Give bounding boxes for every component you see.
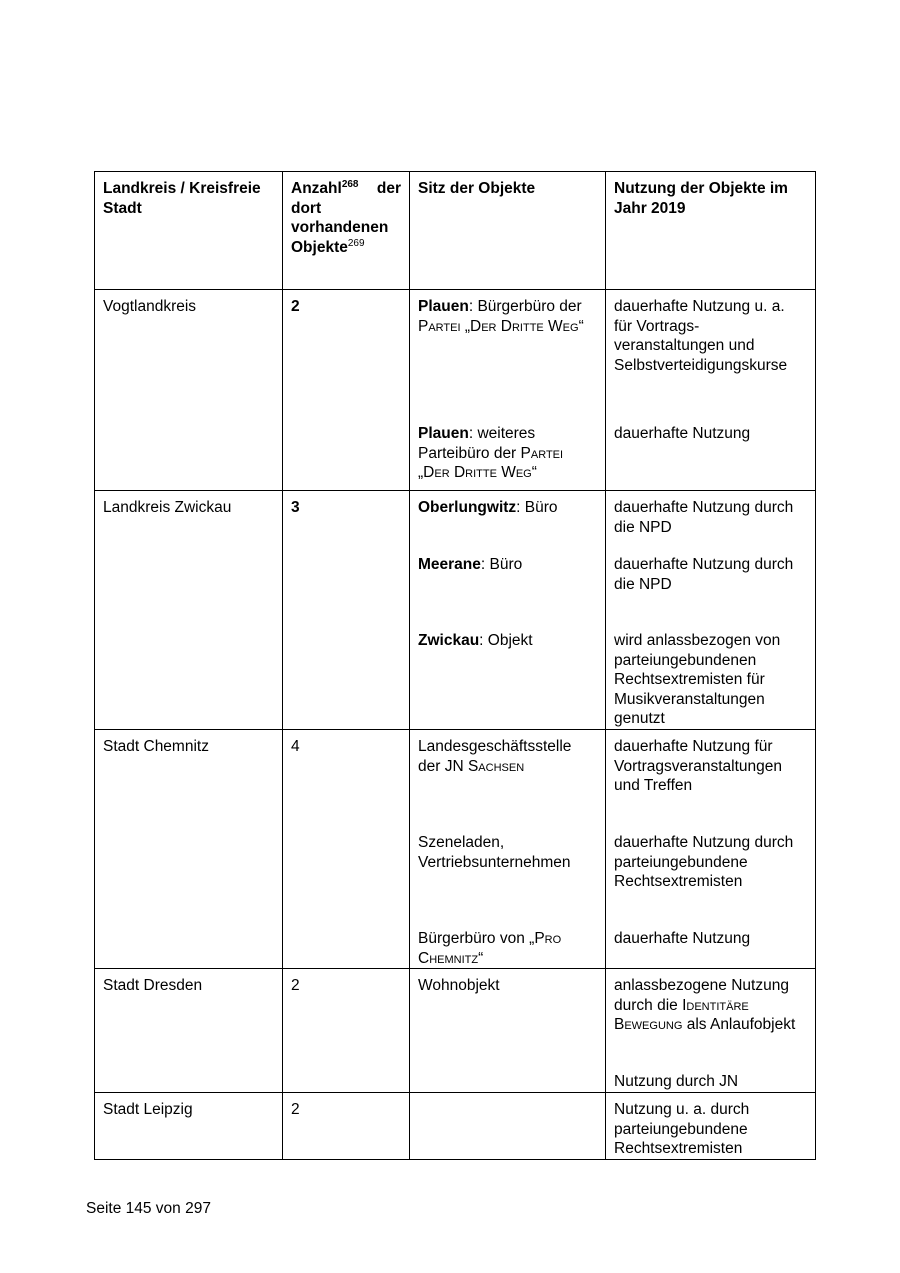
cell-landkreis: Vogtlandkreis (95, 290, 283, 491)
cell-anzahl: 2 (283, 969, 410, 1093)
page-number: Seite 145 von 297 (86, 1200, 211, 1217)
cell-landkreis: Stadt Dresden (95, 969, 283, 1093)
table-row-vogtlandkreis (95, 290, 816, 491)
cell-anzahl: 2 (283, 1093, 410, 1160)
cell-sitz: Wohnobjekt (410, 969, 606, 1093)
cell-sitz: Landesgeschäftsstelle der JN Sachsen Szeneladen, Vertriebsunternehmen Bürgerbüro von „Pro Chemnitz“ (410, 730, 606, 969)
cell-nutzung: dauerhafte Nutzung u. a. für Vortrags-veranstaltungen und Selbstverteidigungskurse dauerhafte Nutzung (606, 290, 816, 491)
header-nutzung: Nutzung der Objekte im Jahr 2019 (606, 172, 816, 290)
cell-landkreis: Stadt Leipzig (95, 1093, 283, 1160)
cell-nutzung: Nutzung u. a. durch parteiungebundene Rechtsextremisten (606, 1093, 816, 1160)
table-row-dresden (95, 969, 816, 1093)
cell-anzahl: 4 (283, 730, 410, 969)
table-row-chemnitz (95, 730, 816, 969)
footnote-269: 269 (347, 237, 365, 249)
header-landkreis: Landkreis / Kreisfreie Stadt (95, 172, 283, 290)
footnote-268: 268 (341, 178, 359, 190)
cell-nutzung: dauerhafte Nutzung durch die NPD dauerhafte Nutzung durch die NPD wird anlassbezogen von parteiungebundenen Rechtsextremisten für Musikveranstaltungen genutzt (606, 491, 816, 730)
cell-sitz (410, 1093, 606, 1160)
cell-sitz: Plauen: Bürgerbüro der Partei „Der Dritte Weg“ Plauen: weiteres Parteibüro der Partei „Der Dritte Weg“ (410, 290, 606, 491)
cell-sitz: Oberlungwitz: Büro Meerane: Büro Zwickau: Objekt (410, 491, 606, 730)
cell-nutzung: dauerhafte Nutzung für Vortragsveranstaltungen und Treffen dauerhafte Nutzung durch parteiungebundene Rechtsextremisten dauerhafte Nutzung (606, 730, 816, 969)
cell-landkreis: Landkreis Zwickau (95, 491, 283, 730)
cell-landkreis: Stadt Chemnitz (95, 730, 283, 969)
header-sitz: Sitz der Objekte (410, 172, 606, 290)
table-row-zwickau (95, 491, 816, 730)
header-anzahl: Anzahl$^{268}$ der dort vorhandenen Objekte$^{269}$ (283, 172, 410, 290)
objects-table (94, 171, 816, 1160)
cell-anzahl: 3 (283, 491, 410, 730)
cell-nutzung: anlassbezogene Nutzung durch die Identitäre Bewegung als Anlaufobjekt Nutzung durch JN (606, 969, 816, 1093)
table-row-leipzig (95, 1093, 816, 1160)
header-row (95, 172, 816, 290)
cell-anzahl: 2 (283, 290, 410, 491)
